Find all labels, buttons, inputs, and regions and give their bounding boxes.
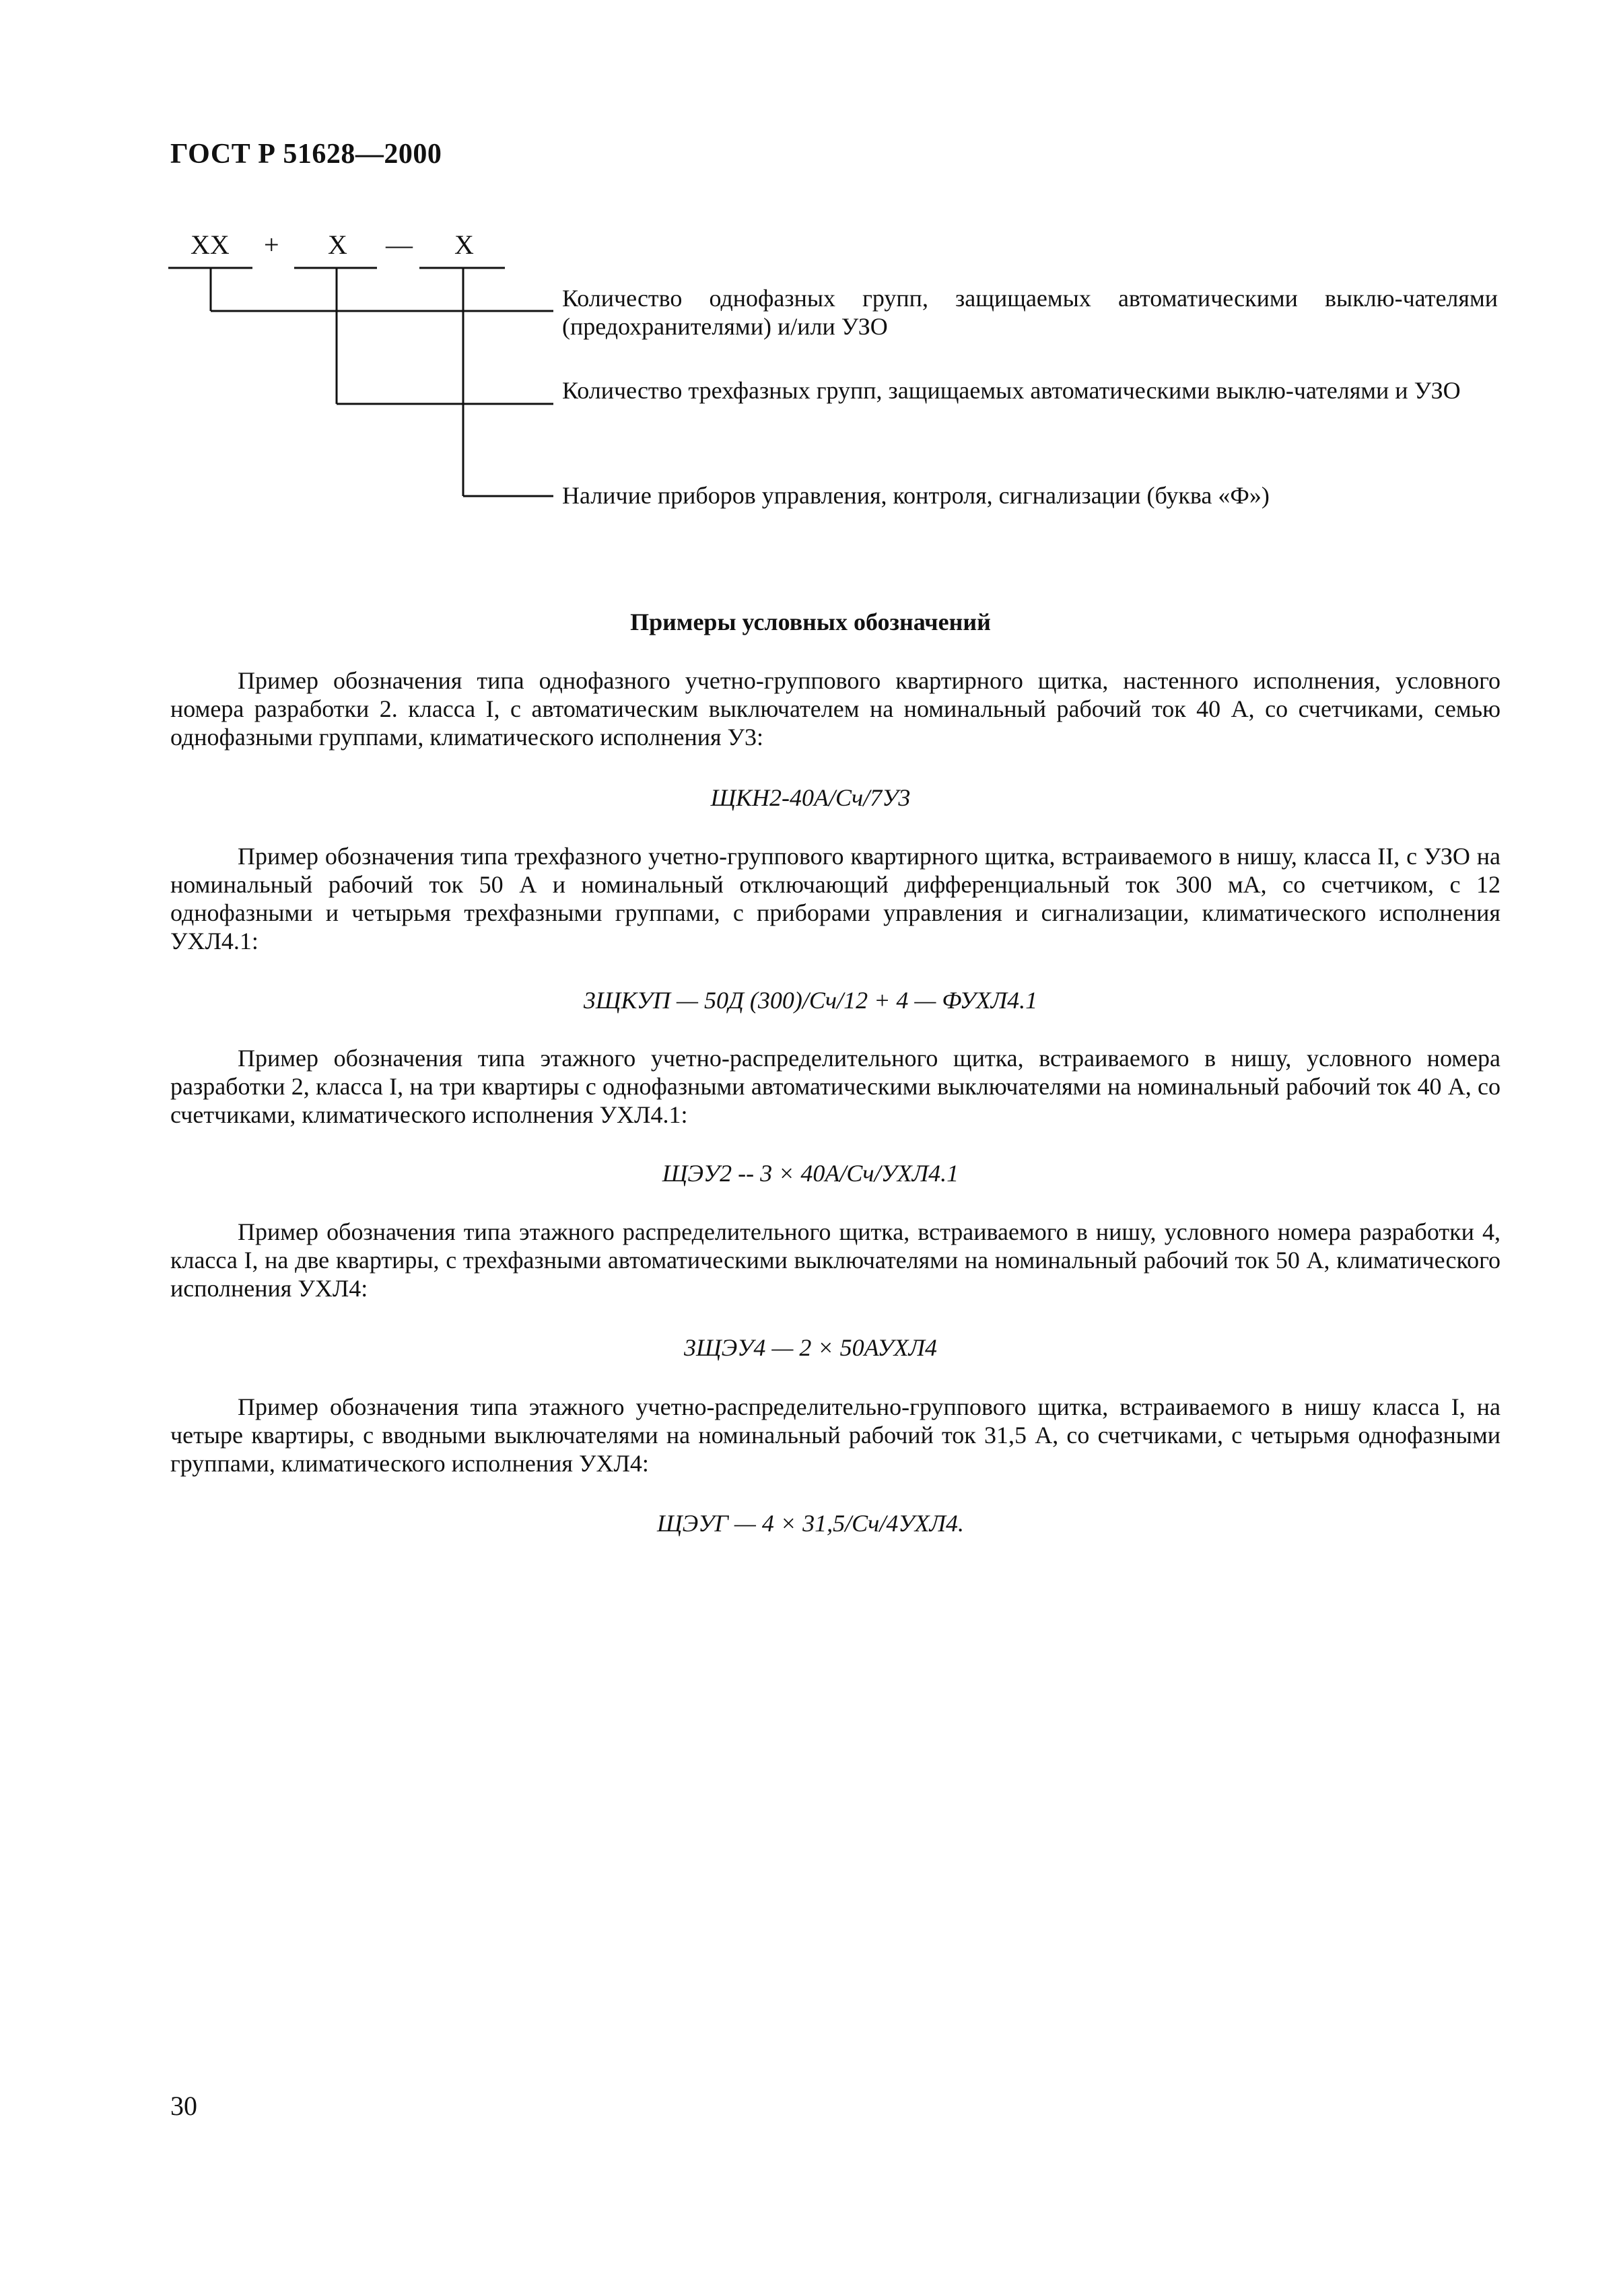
example-paragraph-3: Пример обозначения типа этажного учетно-распределительного щитка, встраиваемого в нишу, условного номера разработки 2, класса I, на три квартиры с однофазными автоматическими выключателями на номинальный рабочий ток 40 А, со счетчиками, климатического исполнения УХЛ4.1: <box>170 1045 1501 1128</box>
scheme-field-3: X <box>454 230 474 260</box>
example-designation-1: ЩКН2-40А/Сч/7У3 <box>710 784 911 811</box>
scheme-legend-item-1: Количество однофазных групп, защищаемых автоматическими выклю-чателями (предохранителями) и/или УЗО <box>562 285 1498 340</box>
example-paragraph-2: Пример обозначения типа трехфазного учетно-группового квартирного щитка, встраиваемого в нишу, класса II, с УЗО на номинальный рабочий ток 50 А и номинальный отключающий дифференциальный ток 300 мА, со счетчиком, с 12 однофазными и четырьмя трехфазными группами, с приборами управления и сигнализации, климатического исполнения УХЛ4.1: <box>170 843 1501 954</box>
scheme-field-1: XX <box>191 230 230 260</box>
example-paragraph-5: Пример обозначения типа этажного учетно-распределительно-группового щитка, встраиваемого в нишу класса I, на четыре квартиры, с вводными выключателями на номинальный рабочий ток 31,5 А, со счетчиками, с четырьмя однофазными группами, климатического исполнения УХЛ4: <box>170 1393 1501 1477</box>
example-paragraph-4: Пример обозначения типа этажного распределительного щитка, встраиваемого в нишу, условного номера разработки 4, класса I, на две квартиры, с трехфазными автоматическими выключателями на номинальный рабочий ток 50 А, климатического исполнения УХЛ4: <box>170 1218 1501 1302</box>
scheme-legend-item-2: Количество трехфазных групп, защищаемых автоматическими выклю-чателями и УЗО <box>562 377 1461 404</box>
scheme-plus-sign: + <box>264 230 279 260</box>
scheme-dash-sign: — <box>386 230 413 260</box>
scheme-legend-item-3: Наличие приборов управления, контроля, сигнализации (буква «Ф») <box>562 482 1270 509</box>
document-header: ГОСТ Р 51628—2000 <box>170 139 442 170</box>
example-designation-5: ЩЭУГ — 4 × 31,5/Сч/4УХЛ4. <box>657 1510 964 1537</box>
example-paragraph-1: Пример обозначения типа однофазного учетно-группового квартирного щитка, настенного исполнения, условного номера разработки 2. класса I, с автоматическим выключателем на номинальный рабочий ток 40 А, со счетчиками, семью однофазными группами, климатического исполнения У3: <box>170 667 1501 751</box>
scheme-field-2: X <box>328 230 347 260</box>
example-designation-3: ЩЭУ2 -- 3 × 40А/Сч/УХЛ4.1 <box>662 1160 959 1187</box>
example-designation-2: 3ЩКУП — 50Д (300)/Сч/12 + 4 — ФУХЛ4.1 <box>583 987 1038 1014</box>
example-designation-4: 3ЩЭУ4 — 2 × 50АУХЛ4 <box>684 1334 937 1361</box>
page-number: 30 <box>170 2091 197 2121</box>
section-title: Примеры условных обозначений <box>630 608 991 635</box>
